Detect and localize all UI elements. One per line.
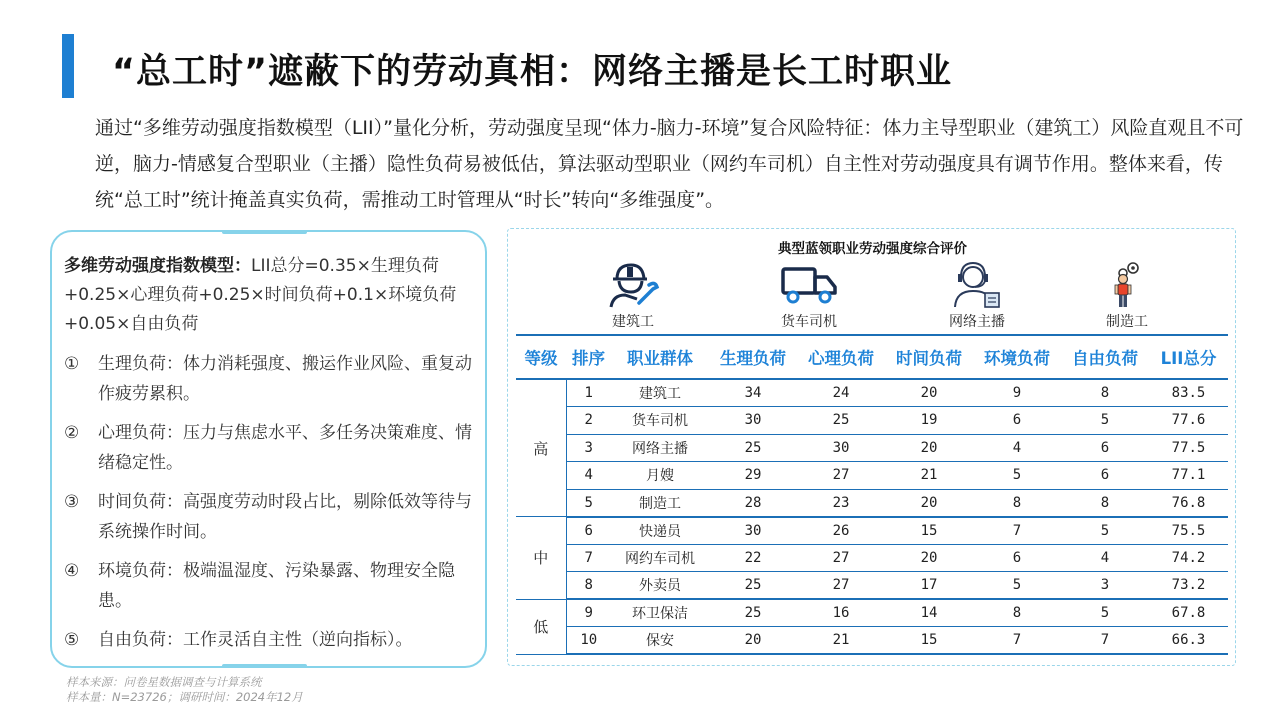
list-item xyxy=(64,349,475,409)
cell-physical: 28 xyxy=(709,489,797,517)
list-item-text: 心理负荷：压力与焦虑水平、多任务决策难度、情绪稳定性。 xyxy=(98,423,472,473)
load-list xyxy=(64,349,475,655)
occupation-label: 货车司机 xyxy=(781,314,837,330)
cell-rank: 5 xyxy=(566,489,611,517)
cell-time: 15 xyxy=(885,517,973,545)
list-item-text: 时间负荷：高强度劳动时段占比，剔除低效等待与系统操作时间。 xyxy=(98,492,472,542)
source-line-1: 样本来源：问卷星数据调查与计算系统 xyxy=(66,675,262,689)
cell-physical: 29 xyxy=(709,462,797,490)
header-freedom-load: 自由负荷 xyxy=(1061,335,1149,379)
truck-icon xyxy=(779,259,839,309)
grade-high: 高 xyxy=(516,379,566,517)
header-occupation: 职业群体 xyxy=(611,335,709,379)
construction-worker-icon xyxy=(603,259,663,309)
cell-environment: 7 xyxy=(973,517,1061,545)
list-item-number: ② xyxy=(64,423,80,443)
cell-lii: 77.5 xyxy=(1149,434,1228,462)
table-row xyxy=(516,517,1228,545)
cell-occupation: 月嫂 xyxy=(611,462,709,490)
cell-psychological: 24 xyxy=(797,379,885,407)
cell-physical: 30 xyxy=(709,517,797,545)
cell-lii: 67.8 xyxy=(1149,599,1228,627)
cell-freedom: 6 xyxy=(1061,434,1149,462)
table-row xyxy=(516,407,1228,435)
cell-lii: 66.3 xyxy=(1149,627,1228,655)
grade-low: 低 xyxy=(516,599,566,654)
cell-rank: 9 xyxy=(566,599,611,627)
table-row xyxy=(516,489,1228,517)
occupation-label: 制造工 xyxy=(1106,314,1148,330)
cell-occupation: 建筑工 xyxy=(611,379,709,407)
list-item xyxy=(64,625,475,655)
list-item-text: 环境负荷：极端温湿度、污染暴露、物理安全隐患。 xyxy=(98,561,455,611)
cell-environment: 6 xyxy=(973,407,1061,435)
list-item-number: ④ xyxy=(64,561,80,581)
intro-paragraph: 通过“多维劳动强度指数模型（LII）”量化分析，劳动强度呈现“体力-脑力-环境”复合风险特征：体力主导型职业（建筑工）风险直观且不可逆，脑力-情感复合型职业（主播）隐性负荷易被低估，算法驱动型职业（网约车司机）自主性对劳动强度具有调节作用。整体来看，传统“总工时”统计掩盖真实负荷，需推动工时管理从“时长”转向“多维强度”。 xyxy=(95,117,1244,211)
cell-physical: 34 xyxy=(709,379,797,407)
cell-occupation: 外卖员 xyxy=(611,572,709,600)
cell-time: 20 xyxy=(885,379,973,407)
cell-freedom: 7 xyxy=(1061,627,1149,655)
table-row xyxy=(516,572,1228,600)
occupation-label: 网络主播 xyxy=(949,314,1005,330)
cell-occupation: 网络主播 xyxy=(611,434,709,462)
cell-rank: 2 xyxy=(566,407,611,435)
panel-accent-top xyxy=(222,230,307,234)
evaluation-table xyxy=(516,334,1228,655)
cell-psychological: 30 xyxy=(797,434,885,462)
cell-occupation: 制造工 xyxy=(611,489,709,517)
cell-rank: 8 xyxy=(566,572,611,600)
header-lii-total: LII总分 xyxy=(1149,335,1228,379)
cell-lii: 74.2 xyxy=(1149,544,1228,572)
occupation-construction xyxy=(573,259,693,331)
cell-rank: 6 xyxy=(566,517,611,545)
list-item-number: ③ xyxy=(64,492,80,512)
list-item-text: 自由负荷：工作灵活自主性（逆向指标）。 xyxy=(98,630,413,650)
cell-psychological: 21 xyxy=(797,627,885,655)
cell-environment: 7 xyxy=(973,627,1061,655)
cell-time: 21 xyxy=(885,462,973,490)
model-formula xyxy=(64,252,475,339)
cell-time: 20 xyxy=(885,434,973,462)
evaluation-panel xyxy=(507,228,1236,666)
header-rank: 排序 xyxy=(566,335,611,379)
cell-freedom: 5 xyxy=(1061,599,1149,627)
cell-physical: 22 xyxy=(709,544,797,572)
cell-psychological: 25 xyxy=(797,407,885,435)
header-physical-load: 生理负荷 xyxy=(709,335,797,379)
cell-environment: 6 xyxy=(973,544,1061,572)
occupation-label: 建筑工 xyxy=(612,314,654,330)
cell-lii: 73.2 xyxy=(1149,572,1228,600)
cell-physical: 30 xyxy=(709,407,797,435)
cell-freedom: 4 xyxy=(1061,544,1149,572)
source-line-2: 样本量：N=23726；调研时间：2024年12月 xyxy=(66,690,303,704)
list-item-number: ⑤ xyxy=(64,630,80,650)
cell-environment: 8 xyxy=(973,599,1061,627)
cell-psychological: 27 xyxy=(797,572,885,600)
cell-rank: 10 xyxy=(566,627,611,655)
model-formula-text: LII总分=0.35×生理负荷+0.25×心理负荷+0.25×时间负荷+0.1×环境负荷+0.05×自由负荷 xyxy=(64,256,457,334)
cell-rank: 1 xyxy=(566,379,611,407)
grade-medium: 中 xyxy=(516,517,566,600)
cell-freedom: 6 xyxy=(1061,462,1149,490)
table-header-row xyxy=(516,335,1228,379)
cell-occupation: 快递员 xyxy=(611,517,709,545)
cell-freedom: 8 xyxy=(1061,489,1149,517)
factory-worker-icon xyxy=(1097,259,1157,309)
cell-psychological: 27 xyxy=(797,544,885,572)
cell-rank: 3 xyxy=(566,434,611,462)
table-row xyxy=(516,434,1228,462)
cell-psychological: 16 xyxy=(797,599,885,627)
occupation-streamer xyxy=(917,259,1037,331)
table-row xyxy=(516,462,1228,490)
cell-freedom: 3 xyxy=(1061,572,1149,600)
occupation-truck-driver xyxy=(749,259,869,331)
cell-physical: 25 xyxy=(709,434,797,462)
cell-occupation: 保安 xyxy=(611,627,709,655)
cell-physical: 20 xyxy=(709,627,797,655)
cell-environment: 5 xyxy=(973,462,1061,490)
table-title: 典型蓝领职业劳动强度综合评价 xyxy=(778,241,967,257)
cell-lii: 77.6 xyxy=(1149,407,1228,435)
cell-freedom: 5 xyxy=(1061,407,1149,435)
table-row xyxy=(516,627,1228,655)
cell-environment: 8 xyxy=(973,489,1061,517)
cell-lii: 77.1 xyxy=(1149,462,1228,490)
table-row xyxy=(516,379,1228,407)
cell-freedom: 8 xyxy=(1061,379,1149,407)
cell-freedom: 5 xyxy=(1061,517,1149,545)
cell-physical: 25 xyxy=(709,572,797,600)
cell-lii: 76.8 xyxy=(1149,489,1228,517)
cell-time: 17 xyxy=(885,572,973,600)
cell-psychological: 26 xyxy=(797,517,885,545)
header-time-load: 时间负荷 xyxy=(885,335,973,379)
cell-psychological: 23 xyxy=(797,489,885,517)
header-environment-load: 环境负荷 xyxy=(973,335,1061,379)
title-accent-bar xyxy=(62,34,74,98)
table-row xyxy=(516,544,1228,572)
model-heading: 多维劳动强度指数模型： xyxy=(64,256,251,276)
cell-time: 20 xyxy=(885,544,973,572)
page-title: “总工时”遮蔽下的劳动真相：网络主播是长工时职业 xyxy=(112,52,953,92)
cell-rank: 4 xyxy=(566,462,611,490)
cell-occupation: 网约车司机 xyxy=(611,544,709,572)
model-panel xyxy=(50,230,487,668)
source-note xyxy=(66,675,303,705)
list-item xyxy=(64,487,475,547)
cell-occupation: 环卫保洁 xyxy=(611,599,709,627)
occupation-factory-worker xyxy=(1067,259,1187,331)
cell-environment: 5 xyxy=(973,572,1061,600)
cell-lii: 75.5 xyxy=(1149,517,1228,545)
cell-physical: 25 xyxy=(709,599,797,627)
cell-time: 20 xyxy=(885,489,973,517)
cell-time: 14 xyxy=(885,599,973,627)
cell-psychological: 27 xyxy=(797,462,885,490)
list-item-text: 生理负荷：体力消耗强度、搬运作业风险、重复动作疲劳累积。 xyxy=(98,354,472,404)
cell-time: 19 xyxy=(885,407,973,435)
panel-accent-bottom xyxy=(222,664,307,668)
streamer-icon xyxy=(947,259,1007,309)
list-item xyxy=(64,556,475,616)
cell-environment: 9 xyxy=(973,379,1061,407)
cell-time: 15 xyxy=(885,627,973,655)
header-psychological-load: 心理负荷 xyxy=(797,335,885,379)
table-row xyxy=(516,599,1228,627)
cell-occupation: 货车司机 xyxy=(611,407,709,435)
cell-lii: 83.5 xyxy=(1149,379,1228,407)
cell-rank: 7 xyxy=(566,544,611,572)
cell-environment: 4 xyxy=(973,434,1061,462)
header-grade: 等级 xyxy=(516,335,566,379)
list-item xyxy=(64,418,475,478)
list-item-number: ① xyxy=(64,354,80,374)
